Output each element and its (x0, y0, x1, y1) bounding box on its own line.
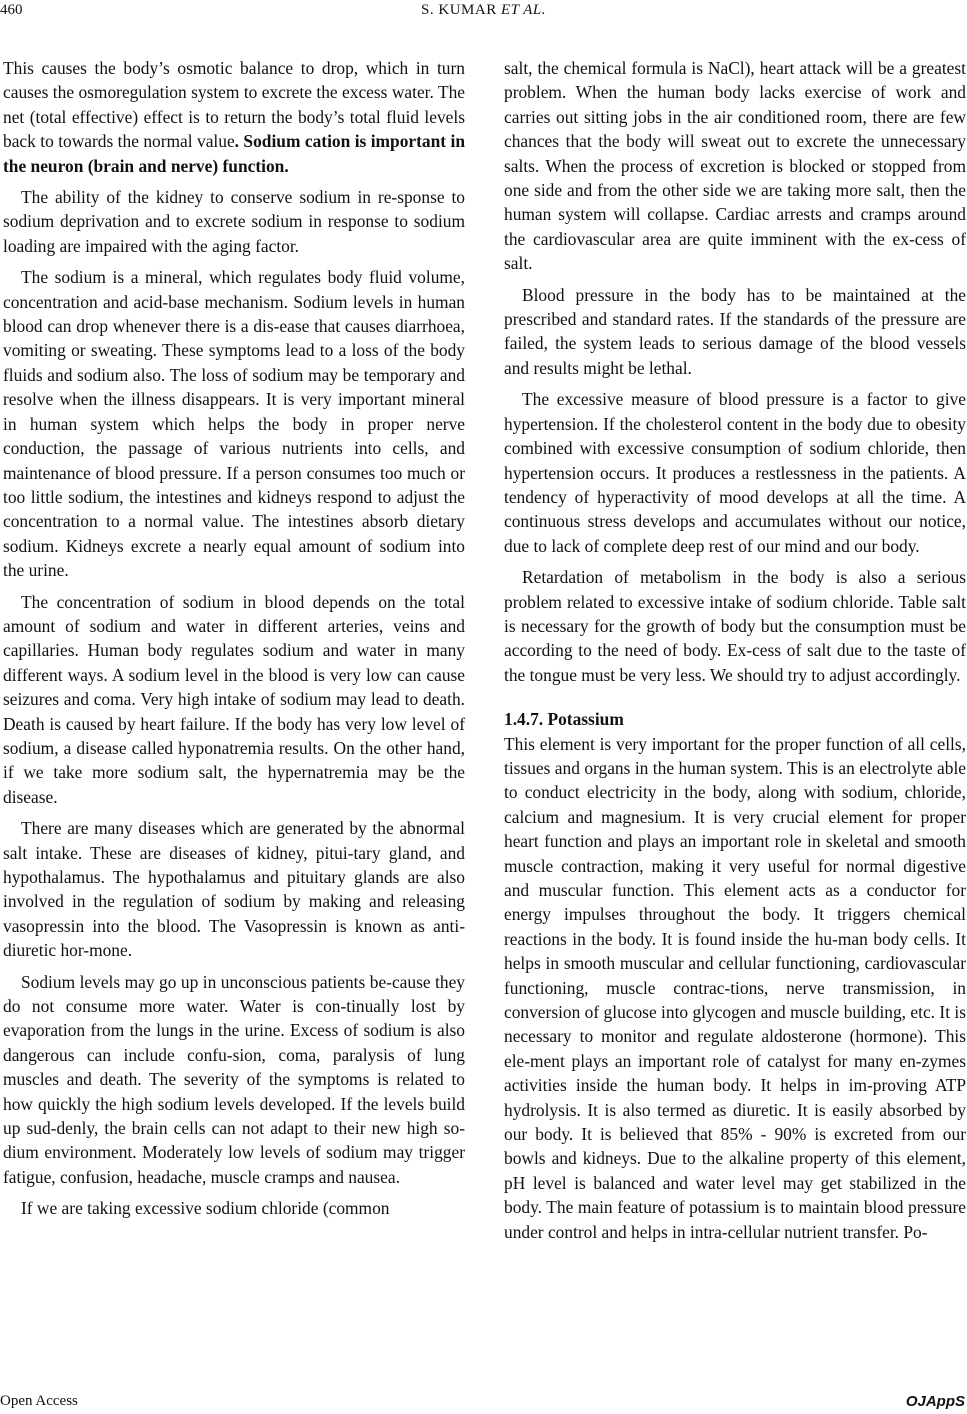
paragraph: salt, the chemical formula is NaCl), heart attack will be a greatest problem. When the human body lacks exercise of work and carries out sitting jobs in the air conditioned room, there are few chances that the body will sweat out to excrete the unnecessary salts. When the process of excretion is blocked or stopped from one side and from the other side we are taking more salt, then the human system will collapse. Cardiac arrests and cramps around the cardiovascular area are quite imminent with the ex-cess of salt. (504, 58, 966, 274)
page-number: 460 (0, 2, 23, 18)
right-column (504, 56, 966, 1244)
paragraph: Blood pressure in the body has to be maintained at the prescribed and standard rates. If the standards of the pressure are failed, the system leads to serious damage of the blood vessels and results might be lethal. (504, 284, 966, 378)
paragraph: This element is very important for the proper function of all cells, tissues and organs in the human system. This is an electrolyte able to conduct electricity in the body, along with sodium, chloride, calcium and magnesium. It is very crucial element for proper heart function and plays an important role in skeletal and smooth muscle contraction, making it very useful for normal digestive and muscular function. This element acts as a conductor for energy impulses throughout the body. It triggers chemical reactions in the body. It is found inside the hu-man body cells. It helps in smooth muscular and cellular functioning, cardiovascular functioning, muscle contrac-tions, nerve transmission, in conversion of glucose into glycogen and muscle building, etc. It is necessary to monitor and regulate aldosterone (hormone). This ele-ment plays an important role of catalyst for many en-zymes activities inside the human body. It helps in im-proving ATP hydrolysis. It is also termed as diuretic. It is easily absorbed by our body. It is believed that 85% - 90% is excreted from our bowls and kidneys. Due to the alkaline property of this element, pH level is balanced and water level may get stabilized in the body. The main feature of potassium is to maintain blood pressure under control and helps in intra-cellular nutrient transfer. Po- (504, 733, 966, 1242)
paragraph: There are many diseases which are generated by the abnormal salt intake. These are diseases of kidney, pitui-tary gland, and hypothalamus. The hypothalamus and pituitary glands are also involved in the regulation of sodium by making and releasing vasopressin into the blood. The Vasopressin is known as anti-diuretic hor-mone. (3, 818, 465, 961)
paragraph: This causes the body’s osmotic balance to drop, which in turn causes the osmoregulation system to excrete the excess water. The net (total effective) effect is to return the body’s total fluid levels back to towards the normal value. Sodium cation is important in the neuron (brain and nerve) function. (3, 58, 465, 176)
paragraph: Sodium levels may go up in unconscious patients be-cause they do not consume more water. Water is con-tinually lost by evaporation from the lungs in the urine. Excess of sodium is also dangerous can include confu-sion, coma, paralysis of lung muscles and death. The severity of the symptoms is related to how quickly the high sodium levels developed. If the levels build up sud-denly, the brain cells can not adapt to their new high so-dium environment. Moderately low levels of sodium may trigger fatigue, confusion, headache, muscle cramps and nausea. (3, 971, 465, 1187)
running-head-etal: ET AL. (500, 2, 546, 18)
footer-access: Open Access (0, 1393, 78, 1409)
paragraph: The concentration of sodium in blood depends on the total amount of sodium and water in different arteries, veins and capillaries. Human body regulates sodium and water in many different ways. A sodium level in the blood is very low can cause seizures and coma. Very high intake of sodium may lead to death. Death is caused by heart failure. If the body has very low level of sodium, a disease called hyponatremia results. On the other hand, if we take more sodium salt, the hypernatremia may be the disease. (3, 591, 465, 807)
footer-journal: OJAppS (905, 1393, 965, 1410)
paragraph: The ability of the kidney to conserve sodium in re-sponse to sodium deprivation and to excrete sodium in response to sodium loading are impaired with the aging factor. (3, 187, 465, 256)
section-heading: 1.4.7. Potassium (504, 709, 624, 730)
running-head-authors: S. KUMAR (421, 2, 497, 18)
running-head (0, 2, 967, 19)
bold-statement: . Sodium cation is important in the neuron (brain and nerve) function. (3, 131, 465, 176)
paragraph: The sodium is a mineral, which regulates body fluid volume, concentration and acid-base mechanism. Sodium levels in human blood can drop whenever there is a dis-ease that causes diarrhoea, vomiting or sweating. These symptoms lead to a loss of the body fluids and sodium also. The loss of sodium may be temporary and resolve when the illness disappears. It is very important mineral in human system which helps the body in proper nerve conduction, the passage of various nutrients into cells, and maintenance of blood pressure. If a person consumes too much or too little sodium, the intestines and kidneys respond to adjust the concentration to a normal value. The intestines absorb dietary sodium. Kidneys excrete a nearly equal amount of sodium into the urine. (3, 267, 465, 581)
paragraph: Retardation of metabolism in the body is also a serious problem related to excessive intake of sodium chloride. Table salt is necessary for the growth of body but the consumption must be according to the need of body. Ex-cess of salt due to the taste of the tongue must be very less. We should try to adjust accordingly. (504, 567, 966, 685)
paragraph: The excessive measure of blood pressure is a factor to give hypertension. If the cholesterol content in the body due to obesity combined with excessive consumption of sodium chloride, then hypertension occurs. It produces a restlessness in the patients. A tendency of hyperactivity of mood develops at all the time. A continuous stress develops and accumulates without our notice, due to lack of complete deep rest of our mind and our body. (504, 389, 966, 556)
left-column (3, 56, 465, 1221)
paragraph: If we are taking excessive sodium chloride (common (21, 1198, 390, 1219)
